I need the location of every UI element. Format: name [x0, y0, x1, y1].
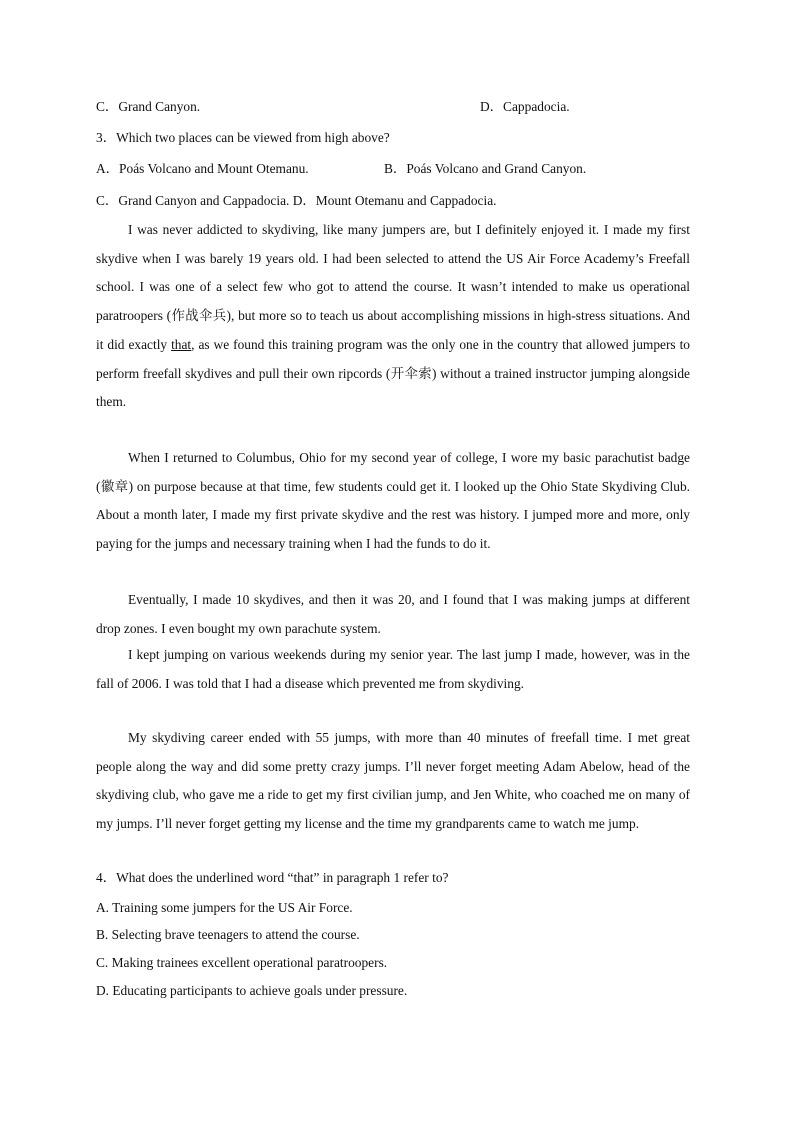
p1-text-before: I was never addicted to skydiving, like many jumpers are, but I definitely enjoyed it. I made my first skydive when I was barely 19 years old. I had been selected to attend the US Air Force Academy’s Freefall school. I was one of a select few who got to attend the course. It wasn’t intended to make us operational paratroopers (作战伞兵), but more so to teach us about accomplishing missions in high-stress situations. And it did exactly	[96, 222, 690, 352]
passage-paragraph-1	[96, 216, 690, 417]
q4-option-a: A. Training some jumpers for the US Air Force.	[96, 900, 353, 915]
passage-paragraph-2	[96, 444, 690, 559]
q4-stem: 4．What does the underlined word “that” in paragraph 1 refer to?	[96, 870, 449, 885]
q3-options-ab	[96, 160, 587, 178]
p2-text: When I returned to Columbus, Ohio for my second year of college, I wore my basic parachutist badge (徽章) on purpose because at that time, few students could get it. I looked up the Ohio State Skydiving Club. About a month later, I made my first private skydive and the rest was history. I jumped more and more, only paying for the jumps and necessary training when I had the funds to do it.	[96, 450, 690, 552]
q3-option-b: B．Poás Volcano and Grand Canyon.	[384, 161, 587, 176]
q3-options-cd: C．Grand Canyon and Cappadocia. D．Mount Otemanu and Cappadocia.	[96, 193, 497, 208]
passage-paragraph-5	[96, 724, 690, 839]
q2-option-c-text: C．Grand Canyon.	[96, 99, 201, 114]
q3-option-a: A．Poás Volcano and Mount Otemanu.	[96, 161, 309, 176]
q4-option-d: D. Educating participants to achieve goals under pressure.	[96, 983, 408, 998]
underlined-word-that: that	[171, 336, 192, 352]
p4-text: I kept jumping on various weekends during my senior year. The last jump I made, however, was in the fall of 2006. I was told that I had a disease which prevented me from skydiving.	[96, 647, 690, 691]
q3-stem: 3．Which two places can be viewed from high above?	[96, 130, 390, 145]
p5-text: My skydiving career ended with 55 jumps, with more than 40 minutes of freefall time. I met great people along the way and did some pretty crazy jumps. I’ll never forget meeting Adam Abelow, head of the skydiving club, who gave me a ride to get my first civilian jump, and Jen White, who coached me on many of my jumps. I’ll never forget getting my license and the time my grandparents came to watch me jump.	[96, 730, 690, 832]
q2-option-c	[96, 98, 570, 116]
q4-option-b: B. Selecting brave teenagers to attend the course.	[96, 927, 360, 942]
passage-paragraph-3	[96, 586, 690, 643]
q4-option-c: C. Making trainees excellent operational paratroopers.	[96, 955, 388, 970]
p1-text-after: , as we found this training program was the only one in the country that allowed jumpers to perform freefall skydives and pull their own ripcords (开伞索) without a trained instructor jumping alongside them.	[96, 336, 690, 410]
q2-option-d: D．Cappadocia.	[480, 99, 570, 114]
p3-text: Eventually, I made 10 skydives, and then it was 20, and I found that I was making jumps at different drop zones. I even bought my own parachute system.	[96, 592, 690, 636]
passage-paragraph-4	[96, 641, 690, 698]
